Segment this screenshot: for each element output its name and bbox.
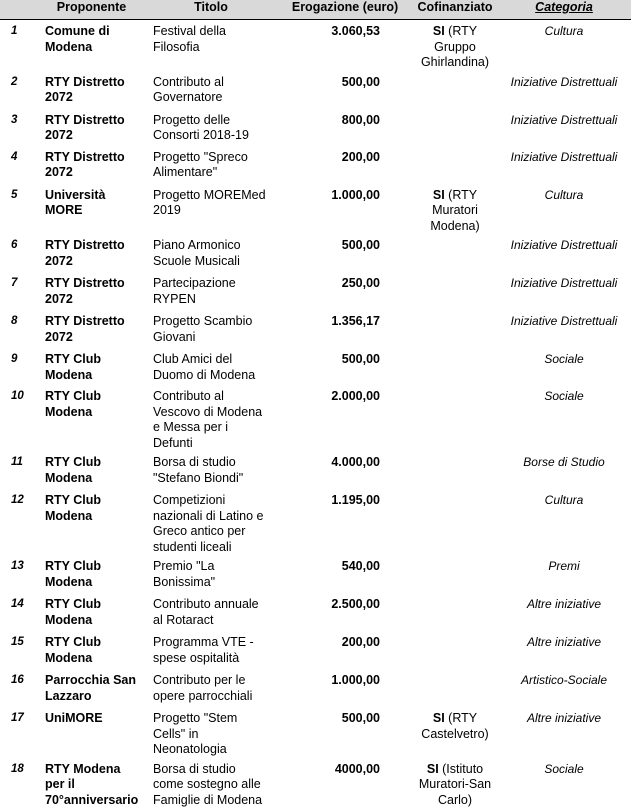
erogazione-cell: 250,00 (277, 272, 413, 310)
erogazione-cell: 4.000,00 (277, 451, 413, 489)
proponente-cell (38, 310, 145, 348)
proponente-cell (38, 146, 145, 184)
proponente-line: RTY Distretto (45, 113, 125, 127)
cofinanziato-line: Ghirlandina) (421, 55, 489, 69)
titolo-line: Bonissima" (153, 575, 215, 589)
titolo-line: Contributo al (153, 389, 224, 403)
cofinanziato-line: (RTY (445, 188, 477, 202)
titolo-line: Governatore (153, 90, 222, 104)
cofinanziato-cell (413, 310, 497, 348)
erogazione-cell: 500,00 (277, 707, 413, 758)
cofinanziato-cell (413, 489, 497, 555)
categoria-cell: Sociale (497, 385, 631, 451)
proponente-line: Università (45, 188, 105, 202)
proponente-line: RTY Distretto (45, 238, 125, 252)
titolo-line: opere parrocchiali (153, 689, 252, 703)
erogazione-cell: 1.000,00 (277, 669, 413, 707)
categoria-cell: Borse di Studio (497, 451, 631, 489)
titolo-line: e Messa per i (153, 420, 228, 434)
titolo-cell (145, 20, 277, 71)
proponente-line: RTY Club (45, 389, 101, 403)
erogazione-cell: 500,00 (277, 234, 413, 272)
header-proponente: Proponente (38, 0, 145, 20)
titolo-line: Progetto "Stem (153, 711, 237, 725)
cofinanziato-cell (413, 385, 497, 451)
titolo-line: Progetto Scambio (153, 314, 252, 328)
cofinanziato-line: Muratori (432, 203, 478, 217)
row-number: 10 (0, 385, 38, 451)
proponente-cell (38, 669, 145, 707)
titolo-line: al Rotaract (153, 613, 213, 627)
titolo-line: Piano Armonico (153, 238, 241, 252)
categoria-cell: Iniziative Distrettuali (497, 109, 631, 146)
proponente-line: UniMORE (45, 711, 103, 725)
titolo-line: Programma VTE - (153, 635, 254, 649)
erogazione-cell: 200,00 (277, 146, 413, 184)
cofinanziato-si: SI (427, 762, 439, 776)
table-row (0, 71, 631, 109)
cofinanziato-cell (413, 669, 497, 707)
proponente-line: RTY Modena (45, 762, 120, 776)
cofinanziato-cell (413, 631, 497, 669)
proponente-line: RTY Club (45, 559, 101, 573)
proponente-line: Comune di (45, 24, 110, 38)
proponente-cell (38, 184, 145, 235)
titolo-line: Neonatologia (153, 742, 227, 756)
erogazione-cell: 3.060,53 (277, 20, 413, 71)
erogazione-cell: 1.356,17 (277, 310, 413, 348)
categoria-cell: Iniziative Distrettuali (497, 71, 631, 109)
proponente-line: RTY Club (45, 352, 101, 366)
cofinanziato-cell (413, 348, 497, 385)
categoria-cell: Sociale (497, 348, 631, 385)
proponente-line: RTY Club (45, 455, 101, 469)
cofinanziato-si: SI (433, 711, 445, 725)
titolo-cell (145, 631, 277, 669)
titolo-line: Progetto delle (153, 113, 230, 127)
titolo-line: Scuole Musicali (153, 254, 240, 268)
proponente-line: per il (45, 777, 75, 791)
proponente-line: Modena (45, 40, 92, 54)
table-row (0, 631, 631, 669)
table-row (0, 109, 631, 146)
proponente-cell (38, 593, 145, 631)
categoria-cell: Altre iniziative (497, 707, 631, 758)
row-number: 7 (0, 272, 38, 310)
proponente-line: 2072 (45, 90, 73, 104)
titolo-line: 2019 (153, 203, 181, 217)
titolo-cell (145, 348, 277, 385)
titolo-line: Consorti 2018-19 (153, 128, 249, 142)
titolo-line: Premio "La (153, 559, 214, 573)
erogazione-cell: 1.000,00 (277, 184, 413, 235)
proponente-line: Modena (45, 471, 92, 485)
table-row (0, 272, 631, 310)
proponente-line: RTY Distretto (45, 150, 125, 164)
table-row (0, 310, 631, 348)
table-row (0, 385, 631, 451)
cofinanziato-cell (413, 758, 497, 808)
titolo-line: Giovani (153, 330, 195, 344)
titolo-cell (145, 184, 277, 235)
row-number: 6 (0, 234, 38, 272)
cofinanziato-line: Gruppo (434, 40, 476, 54)
cofinanziato-si: SI (433, 188, 445, 202)
header-erogazione: Erogazione (euro) (277, 0, 413, 20)
titolo-line: come sostegno alle (153, 777, 261, 791)
proponente-line: 2072 (45, 292, 73, 306)
proponente-cell (38, 272, 145, 310)
row-number: 16 (0, 669, 38, 707)
proponente-cell (38, 234, 145, 272)
titolo-line: RYPEN (153, 292, 196, 306)
cofinanziato-line: Castelvetro) (421, 727, 488, 741)
table-row (0, 758, 631, 808)
titolo-line: Vescovo di Modena (153, 405, 262, 419)
titolo-line: Famiglie di Modena (153, 793, 262, 807)
proponente-line: Modena (45, 509, 92, 523)
categoria-cell: Iniziative Distrettuali (497, 310, 631, 348)
titolo-line: studenti liceali (153, 540, 232, 554)
titolo-cell (145, 234, 277, 272)
proponente-line: 70°anniversario (45, 793, 138, 807)
cofinanziato-cell (413, 272, 497, 310)
titolo-line: "Stefano Biondi" (153, 471, 243, 485)
titolo-line: Contributo annuale (153, 597, 259, 611)
proponente-line: Modena (45, 368, 92, 382)
categoria-cell: Altre iniziative (497, 593, 631, 631)
cofinanziato-cell (413, 234, 497, 272)
titolo-line: spese ospitalità (153, 651, 239, 665)
titolo-line: Competizioni (153, 493, 225, 507)
cofinanziato-line: (RTY (445, 711, 477, 725)
proponente-cell (38, 20, 145, 71)
proponente-line: 2072 (45, 330, 73, 344)
titolo-line: Contributo per le (153, 673, 245, 687)
row-number: 15 (0, 631, 38, 669)
proponente-line: RTY Distretto (45, 276, 125, 290)
proponente-line: RTY Club (45, 635, 101, 649)
proponente-cell (38, 489, 145, 555)
proponente-cell (38, 109, 145, 146)
titolo-cell (145, 272, 277, 310)
titolo-line: Borsa di studio (153, 762, 236, 776)
cofinanziato-line: Carlo) (438, 793, 472, 807)
titolo-line: Progetto MOREMed (153, 188, 266, 202)
cofinanziato-cell (413, 146, 497, 184)
proponente-line: Parrocchia San (45, 673, 136, 687)
titolo-line: Borsa di studio (153, 455, 236, 469)
proponente-line: Modena (45, 405, 92, 419)
proponente-cell (38, 555, 145, 593)
row-number: 14 (0, 593, 38, 631)
titolo-line: Duomo di Modena (153, 368, 255, 382)
table-row (0, 451, 631, 489)
header-num (0, 0, 38, 20)
cofinanziato-cell (413, 451, 497, 489)
categoria-cell: Cultura (497, 20, 631, 71)
row-number: 4 (0, 146, 38, 184)
proponente-line: MORE (45, 203, 83, 217)
erogazione-cell: 1.195,00 (277, 489, 413, 555)
erogazione-cell: 500,00 (277, 348, 413, 385)
erogazione-cell: 540,00 (277, 555, 413, 593)
categoria-cell: Cultura (497, 489, 631, 555)
row-number: 5 (0, 184, 38, 235)
row-number: 2 (0, 71, 38, 109)
cofinanziato-cell (413, 71, 497, 109)
erogazione-cell: 2.000,00 (277, 385, 413, 451)
proponente-line: Modena (45, 575, 92, 589)
titolo-cell (145, 310, 277, 348)
proponente-cell (38, 758, 145, 808)
cofinanziato-line: Modena) (430, 219, 479, 233)
titolo-cell (145, 489, 277, 555)
titolo-line: Partecipazione (153, 276, 236, 290)
header-categoria: Categoria (497, 0, 631, 20)
erogazione-cell: 4000,00 (277, 758, 413, 808)
categoria-cell: Artistico-Sociale (497, 669, 631, 707)
proponente-line: 2072 (45, 128, 73, 142)
titolo-line: nazionali di Latino e (153, 509, 264, 523)
proponente-line: RTY Club (45, 597, 101, 611)
titolo-cell (145, 593, 277, 631)
cofinanziato-cell (413, 555, 497, 593)
proponente-line: Modena (45, 613, 92, 627)
table-row (0, 489, 631, 555)
titolo-cell (145, 758, 277, 808)
proponente-cell (38, 71, 145, 109)
categoria-cell: Iniziative Distrettuali (497, 272, 631, 310)
proponente-cell (38, 385, 145, 451)
proponente-cell (38, 707, 145, 758)
titolo-cell (145, 385, 277, 451)
table-row (0, 555, 631, 593)
table-row (0, 184, 631, 235)
proponente-cell (38, 348, 145, 385)
proponente-cell (38, 451, 145, 489)
proponente-line: 2072 (45, 254, 73, 268)
table-row (0, 593, 631, 631)
cofinanziato-cell (413, 109, 497, 146)
cofinanziato-si: SI (433, 24, 445, 38)
categoria-cell: Iniziative Distrettuali (497, 146, 631, 184)
row-number: 1 (0, 20, 38, 71)
cofinanziato-line: (Istituto (439, 762, 483, 776)
proponente-line: RTY Distretto (45, 314, 125, 328)
titolo-line: Progetto "Spreco (153, 150, 248, 164)
row-number: 9 (0, 348, 38, 385)
titolo-line: Contributo al (153, 75, 224, 89)
titolo-cell (145, 109, 277, 146)
titolo-line: Club Amici del (153, 352, 232, 366)
titolo-cell (145, 555, 277, 593)
table-header-row (0, 0, 631, 20)
proponente-line: Modena (45, 651, 92, 665)
header-titolo: Titolo (145, 0, 277, 20)
cofinanziato-cell (413, 593, 497, 631)
categoria-cell: Iniziative Distrettuali (497, 234, 631, 272)
titolo-cell (145, 707, 277, 758)
header-cofinanziato: Cofinanziato (413, 0, 497, 20)
categoria-cell: Altre iniziative (497, 631, 631, 669)
cofinanziato-cell (413, 707, 497, 758)
row-number: 13 (0, 555, 38, 593)
row-number: 18 (0, 758, 38, 808)
cofinanziato-line: Muratori-San (419, 777, 491, 791)
titolo-line: Greco antico per (153, 524, 245, 538)
cofinanziato-line: (RTY (445, 24, 477, 38)
proponente-line: RTY Club (45, 493, 101, 507)
row-number: 8 (0, 310, 38, 348)
row-number: 3 (0, 109, 38, 146)
titolo-line: Festival della (153, 24, 226, 38)
table-row (0, 20, 631, 71)
titolo-line: Alimentare" (153, 165, 217, 179)
table-row (0, 669, 631, 707)
table-row (0, 146, 631, 184)
row-number: 12 (0, 489, 38, 555)
table-body (0, 20, 631, 808)
erogazione-cell: 200,00 (277, 631, 413, 669)
erogazione-cell: 800,00 (277, 109, 413, 146)
titolo-line: Cells" in (153, 727, 198, 741)
titolo-cell (145, 71, 277, 109)
categoria-cell: Cultura (497, 184, 631, 235)
proponente-line: RTY Distretto (45, 75, 125, 89)
erogazione-cell: 500,00 (277, 71, 413, 109)
cofinanziato-cell (413, 20, 497, 71)
proponente-cell (38, 631, 145, 669)
titolo-cell (145, 146, 277, 184)
cofinanziato-cell (413, 184, 497, 235)
proponente-line: 2072 (45, 165, 73, 179)
titolo-cell (145, 451, 277, 489)
table-row (0, 707, 631, 758)
categoria-cell: Sociale (497, 758, 631, 808)
titolo-line: Defunti (153, 436, 193, 450)
titolo-cell (145, 669, 277, 707)
row-number: 11 (0, 451, 38, 489)
table-row (0, 234, 631, 272)
categoria-cell: Premi (497, 555, 631, 593)
titolo-line: Filosofia (153, 40, 200, 54)
erogazione-cell: 2.500,00 (277, 593, 413, 631)
row-number: 17 (0, 707, 38, 758)
proponente-line: Lazzaro (45, 689, 92, 703)
table-row (0, 348, 631, 385)
